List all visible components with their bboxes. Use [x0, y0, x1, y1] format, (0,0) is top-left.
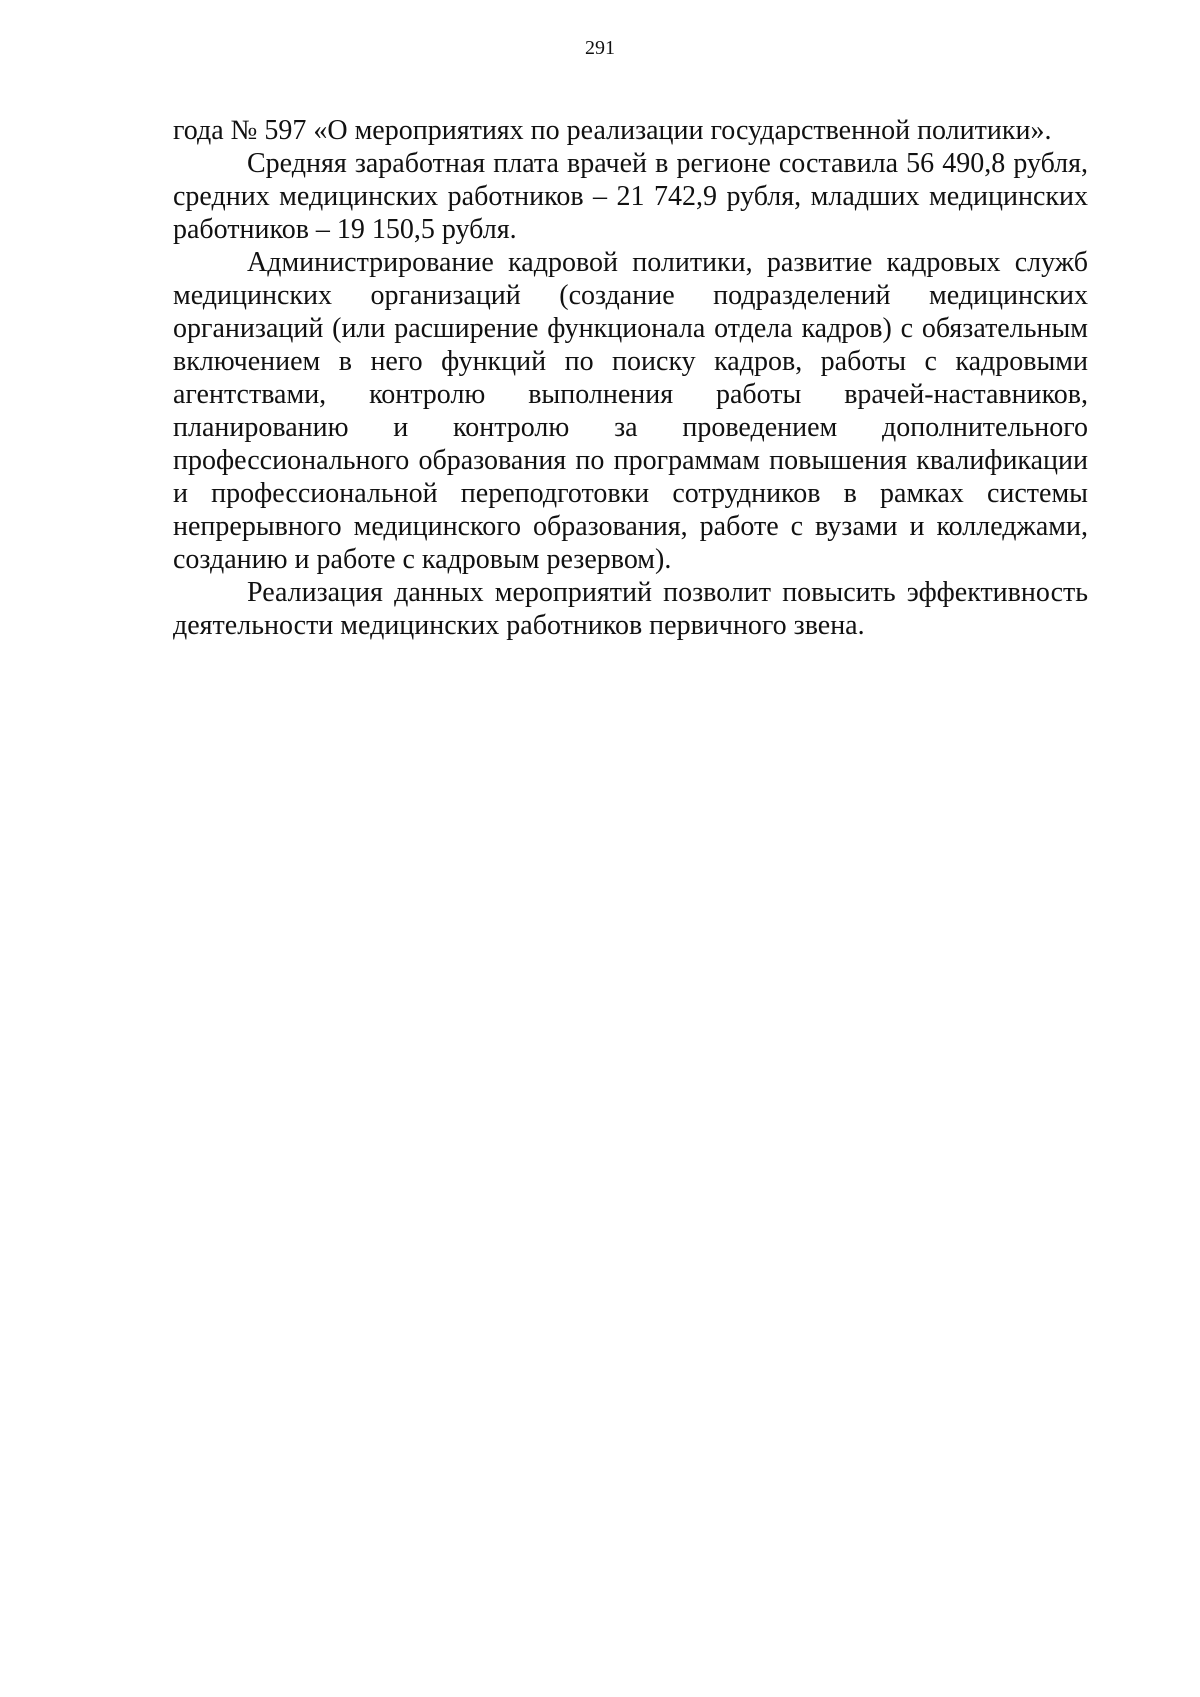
paragraph-salary: Средняя заработная плата врачей в регионе составила 56 490,8 рубля, средних медицинских работников – 21 742,9 рубля, младших медицинских работников – 19 150,5 рубля.: [173, 148, 1088, 245]
paragraph-hr-administration: Администрирование кадровой политики, развитие кадровых служб медицинских организаций (создание подразделений медицинских организаций (или расширение функционала отдела кадров) с обязательным включением в него функций по поиску кадров, работы с кадровыми агентствами, контролю выполнения работы врачей-наставников, планированию и контролю за проведением дополнительного профессионального образования по программам повышения квалификации и профессиональной переподготовки сотрудников в рамках системы непрерывного медицинского образования, работе с вузами и колледжами, созданию и работе с кадровым резервом).: [173, 247, 1088, 575]
page-number: 291: [585, 37, 615, 59]
document-body: [173, 114, 1088, 642]
paragraph-continuation: года № 597 «О мероприятиях по реализации государственной политики».: [173, 115, 1052, 146]
paragraph-implementation: Реализация данных мероприятий позволит повысить эффективность деятельности медицинских работников первичного звена.: [173, 577, 1088, 641]
